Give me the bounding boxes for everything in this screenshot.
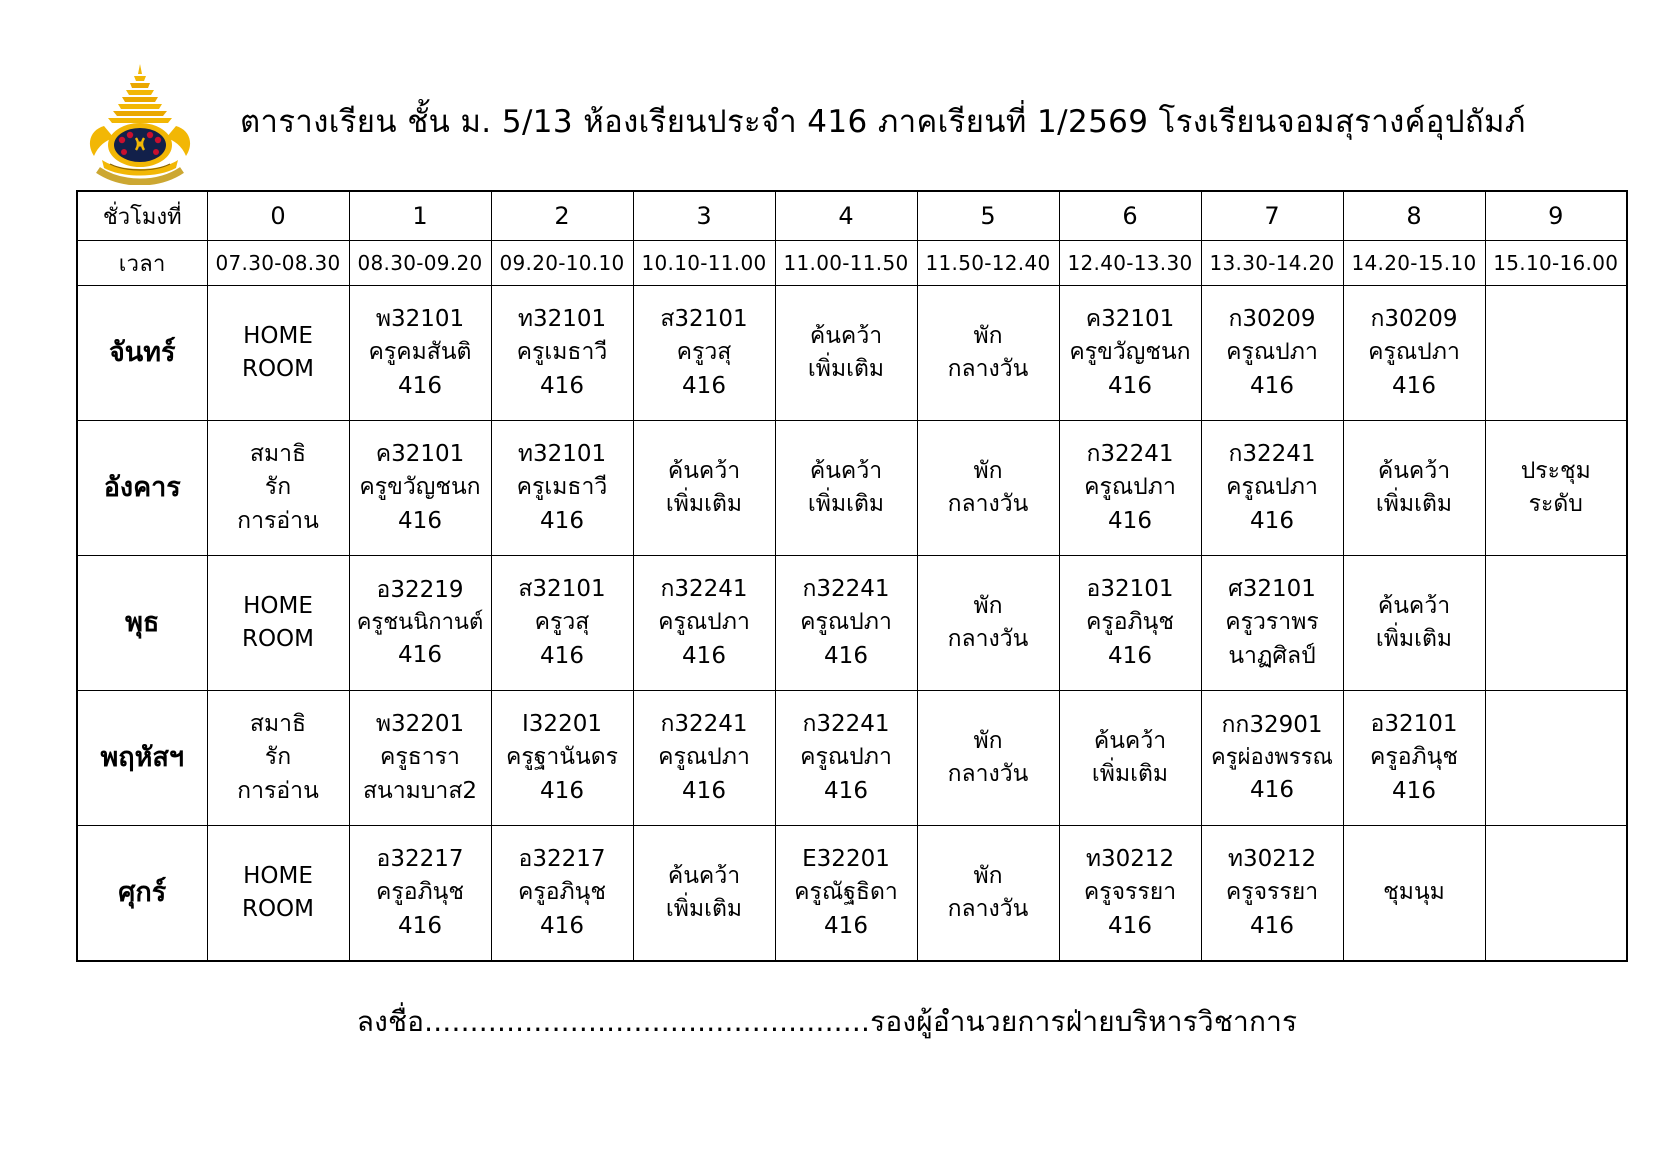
- subject-code: ส32101: [518, 575, 606, 602]
- cell-lines: [918, 421, 1059, 555]
- teacher-name: รัก: [264, 474, 292, 501]
- teacher-name: ครูณปภา: [1226, 474, 1318, 501]
- teacher-name: เพิ่มเติม: [1375, 626, 1453, 652]
- schedule-cell: [1059, 556, 1201, 691]
- room-name: 416: [1108, 912, 1152, 939]
- teacher-name: ครูณปภา: [658, 744, 750, 771]
- cell-lines: [634, 691, 775, 825]
- document-header: [0, 55, 1654, 180]
- school-crest-icon: [80, 60, 200, 185]
- teacher-name: ครูวราพร: [1225, 609, 1319, 636]
- header-row-times: [77, 241, 1627, 286]
- cell-lines: [918, 556, 1059, 690]
- subject-code: ก32241: [802, 710, 890, 737]
- subject-code: ประชุม: [1520, 457, 1591, 484]
- timetable-container: [76, 190, 1619, 962]
- teacher-name: ครูอภินุช: [375, 879, 465, 906]
- teacher-name: ครูณปภา: [658, 609, 750, 636]
- period-time: 11.00-11.50: [775, 241, 917, 286]
- schedule-cell: [917, 421, 1059, 556]
- schedule-cell: [1343, 556, 1485, 691]
- cell-lines: [776, 286, 917, 420]
- schedule-cell: [207, 691, 349, 826]
- teacher-name: เพิ่มเติม: [665, 491, 743, 517]
- cell-lines: [492, 556, 633, 690]
- timetable: [76, 190, 1628, 962]
- cell-lines: [1202, 556, 1343, 690]
- schedule-cell: [775, 826, 917, 962]
- schedule-cell: [1201, 826, 1343, 962]
- day-label: พฤหัสฯ: [77, 691, 207, 826]
- cell-lines: [1060, 286, 1201, 420]
- subject-code: E32201: [802, 845, 890, 872]
- room-name: 416: [1108, 372, 1152, 399]
- cell-lines: [492, 421, 633, 555]
- cell-lines: [208, 691, 349, 825]
- cell-lines: [918, 826, 1059, 960]
- schedule-cell: [775, 556, 917, 691]
- period-number: 2: [491, 191, 633, 241]
- teacher-name: ครูวสุ: [676, 339, 732, 366]
- schedule-cell: [917, 286, 1059, 421]
- teacher-name: ROOM: [241, 626, 315, 652]
- subject-code: สมาธิ: [249, 440, 307, 467]
- schedule-cell: [1201, 421, 1343, 556]
- cell-lines: [1060, 826, 1201, 960]
- signature-line: ลงชื่อ.................................................รองผู้อำนวยการฝ่ายบริหารวิชาการ: [356, 1005, 1298, 1038]
- subject-code: ค้นคว้า: [1377, 457, 1451, 484]
- period-number: 5: [917, 191, 1059, 241]
- teacher-name: ครูณปภา: [1226, 339, 1318, 366]
- subject-code: ก32241: [1086, 440, 1174, 467]
- period-time: 07.30-08.30: [207, 241, 349, 286]
- subject-code: ชุมนุม: [1383, 879, 1445, 906]
- teacher-name: เพิ่มเติม: [807, 356, 885, 382]
- cell-lines: [1486, 421, 1627, 555]
- room-name: 416: [824, 642, 868, 669]
- footer: [0, 1000, 1654, 1044]
- period-number: 7: [1201, 191, 1343, 241]
- schedule-cell: [491, 691, 633, 826]
- room-name: 416: [682, 372, 726, 399]
- subject-code: พ32201: [375, 710, 465, 737]
- teacher-name: เพิ่มเติม: [807, 491, 885, 517]
- room-name: การอ่าน: [237, 507, 319, 534]
- schedule-cell: [633, 556, 775, 691]
- time-label: เวลา: [77, 241, 207, 286]
- subject-code: พัก: [973, 592, 1003, 619]
- room-name: 416: [540, 507, 584, 534]
- subject-code: ท32101: [517, 440, 607, 467]
- hours-label: ชั่วโมงที่: [77, 191, 207, 241]
- schedule-cell: [1059, 691, 1201, 826]
- subject-code: ก30209: [1228, 305, 1316, 332]
- subject-code: สมาธิ: [249, 710, 307, 737]
- period-number: 3: [633, 191, 775, 241]
- cell-lines: [1060, 556, 1201, 690]
- cell-lines: [1344, 826, 1485, 960]
- schedule-cell: [491, 826, 633, 962]
- day-label: อังคาร: [77, 421, 207, 556]
- subject-code: พัก: [973, 322, 1003, 349]
- cell-lines: [1344, 421, 1485, 555]
- schedule-cell: [349, 421, 491, 556]
- schedule-cell: [633, 826, 775, 962]
- subject-code: I32201: [522, 710, 602, 737]
- period-number: 0: [207, 191, 349, 241]
- subject-code: ส32101: [660, 305, 748, 332]
- schedule-cell: [917, 826, 1059, 962]
- schedule-cell: [349, 826, 491, 962]
- schedule-cell: [1059, 286, 1201, 421]
- cell-lines: [1344, 286, 1485, 420]
- schedule-cell: [1343, 826, 1485, 962]
- teacher-name: ครูชนนิกานต์: [356, 610, 484, 636]
- cell-lines: [350, 421, 491, 555]
- period-time: 14.20-15.10: [1343, 241, 1485, 286]
- period-number: 8: [1343, 191, 1485, 241]
- subject-code: อ32217: [376, 845, 464, 872]
- teacher-name: กลางวัน: [947, 356, 1029, 382]
- subject-code: ค้นคว้า: [667, 862, 741, 889]
- schedule-cell: [775, 421, 917, 556]
- cell-lines: [776, 556, 917, 690]
- room-name: สนามบาส2: [362, 777, 478, 804]
- teacher-name: กลางวัน: [947, 896, 1029, 922]
- cell-lines: [1486, 826, 1627, 960]
- table-row: [77, 421, 1627, 556]
- teacher-name: ครูฐานันดร: [505, 744, 619, 771]
- room-name: 416: [398, 641, 442, 668]
- schedule-cell: [1485, 421, 1627, 556]
- cell-lines: [208, 421, 349, 555]
- schedule-cell: [1343, 286, 1485, 421]
- teacher-name: ครูณัฐธิดา: [794, 879, 898, 906]
- schedule-cell: [207, 556, 349, 691]
- subject-code: พัก: [973, 862, 1003, 889]
- subject-code: ค้นคว้า: [1377, 592, 1451, 619]
- schedule-cell: [1485, 286, 1627, 421]
- cell-lines: [634, 421, 775, 555]
- teacher-name: กลางวัน: [947, 626, 1029, 652]
- subject-code: พัก: [973, 457, 1003, 484]
- cell-lines: [208, 556, 349, 690]
- teacher-name: ครูจรรยา: [1225, 879, 1319, 906]
- period-time: 15.10-16.00: [1485, 241, 1627, 286]
- teacher-name: เพิ่มเติม: [1091, 761, 1169, 787]
- subject-code: ศ32101: [1228, 575, 1316, 602]
- cell-lines: [776, 421, 917, 555]
- room-name: นาฏศิลป์: [1228, 642, 1316, 669]
- teacher-name: กลางวัน: [947, 761, 1029, 787]
- room-name: 416: [1250, 507, 1294, 534]
- table-row: [77, 556, 1627, 691]
- period-time: 13.30-14.20: [1201, 241, 1343, 286]
- cell-lines: [350, 826, 491, 960]
- subject-code: ก32241: [660, 575, 748, 602]
- subject-code: HOME: [243, 862, 313, 889]
- teacher-name: เพิ่มเติม: [665, 896, 743, 922]
- cell-lines: [918, 691, 1059, 825]
- subject-code: ค32101: [1085, 305, 1175, 332]
- cell-lines: [1202, 826, 1343, 960]
- cell-lines: [1202, 691, 1343, 825]
- period-number: 4: [775, 191, 917, 241]
- day-label: พุธ: [77, 556, 207, 691]
- period-number: 9: [1485, 191, 1627, 241]
- room-name: 416: [540, 777, 584, 804]
- cell-lines: [350, 556, 491, 690]
- subject-code: กก32901: [1221, 711, 1323, 738]
- subject-code: ก32241: [660, 710, 748, 737]
- room-name: 416: [540, 642, 584, 669]
- schedule-cell: [1201, 691, 1343, 826]
- room-name: 416: [1392, 372, 1436, 399]
- cell-lines: [1060, 421, 1201, 555]
- teacher-name: ครูอภินุช: [517, 879, 607, 906]
- cell-lines: [1202, 286, 1343, 420]
- teacher-name: ครูเมธาวี: [516, 339, 608, 366]
- cell-lines: [1060, 691, 1201, 825]
- table-row: [77, 826, 1627, 962]
- room-name: 416: [1108, 642, 1152, 669]
- cell-lines: [1202, 421, 1343, 555]
- schedule-cell: [917, 556, 1059, 691]
- teacher-name: เพิ่มเติม: [1375, 491, 1453, 517]
- cell-lines: [350, 286, 491, 420]
- schedule-cell: [1201, 556, 1343, 691]
- period-time: 08.30-09.20: [349, 241, 491, 286]
- table-row: [77, 691, 1627, 826]
- schedule-cell: [1059, 421, 1201, 556]
- subject-code: ท30212: [1085, 845, 1175, 872]
- teacher-name: ROOM: [241, 896, 315, 922]
- cell-lines: [350, 691, 491, 825]
- cell-lines: [634, 556, 775, 690]
- teacher-name: ครูเมธาวี: [516, 474, 608, 501]
- schedule-cell: [207, 826, 349, 962]
- subject-code: ก32241: [802, 575, 890, 602]
- schedule-cell: [491, 556, 633, 691]
- schedule-cell: [349, 286, 491, 421]
- room-name: การอ่าน: [237, 777, 319, 804]
- room-name: 416: [1108, 507, 1152, 534]
- subject-code: พ32101: [375, 305, 465, 332]
- table-row: [77, 286, 1627, 421]
- teacher-name: ครูณปภา: [1368, 339, 1460, 366]
- teacher-name: ครูณปภา: [800, 744, 892, 771]
- room-name: 416: [398, 507, 442, 534]
- subject-code: ท30212: [1227, 845, 1317, 872]
- cell-lines: [1344, 556, 1485, 690]
- subject-code: ค้นคว้า: [809, 322, 883, 349]
- schedule-cell: [633, 421, 775, 556]
- room-name: 416: [540, 912, 584, 939]
- schedule-cell: [775, 691, 917, 826]
- cell-lines: [776, 826, 917, 960]
- room-name: 416: [1250, 776, 1294, 803]
- subject-code: ค32101: [375, 440, 465, 467]
- schedule-cell: [1485, 826, 1627, 962]
- subject-code: ค้นคว้า: [1093, 727, 1167, 754]
- cell-lines: [634, 826, 775, 960]
- cell-lines: [1486, 691, 1627, 825]
- subject-code: ก30209: [1370, 305, 1458, 332]
- teacher-name: ครูขวัญชนก: [1069, 339, 1191, 366]
- cell-lines: [776, 691, 917, 825]
- cell-lines: [634, 286, 775, 420]
- subject-code: ก32241: [1228, 440, 1316, 467]
- teacher-name: ครูณปภา: [1084, 474, 1176, 501]
- schedule-cell: [491, 286, 633, 421]
- teacher-name: ครูผ่องพรรณ: [1211, 745, 1333, 771]
- schedule-cell: [1343, 691, 1485, 826]
- subject-code: พัก: [973, 727, 1003, 754]
- teacher-name: ครูอภินุช: [1085, 609, 1175, 636]
- schedule-cell: [491, 421, 633, 556]
- cell-lines: [1486, 286, 1627, 420]
- teacher-name: ครูขวัญชนก: [359, 474, 481, 501]
- teacher-name: รัก: [264, 744, 292, 771]
- schedule-cell: [207, 286, 349, 421]
- room-name: 416: [540, 372, 584, 399]
- period-time: 12.40-13.30: [1059, 241, 1201, 286]
- room-name: 416: [682, 642, 726, 669]
- page-title: ตารางเรียน ชั้น ม. 5/13 ห้องเรียนประจำ 416 ภาคเรียนที่ 1/2569 โรงเรียนจอมสุรางค์อุปถัมภ์: [240, 104, 1526, 140]
- schedule-cell: [1201, 286, 1343, 421]
- cell-lines: [208, 286, 349, 420]
- schedule-cell: [633, 286, 775, 421]
- teacher-name: กลางวัน: [947, 491, 1029, 517]
- schedule-cell: [349, 556, 491, 691]
- subject-code: ค้นคว้า: [809, 457, 883, 484]
- subject-code: อ32219: [376, 576, 464, 603]
- period-time: 09.20-10.10: [491, 241, 633, 286]
- subject-code: ท32101: [517, 305, 607, 332]
- period-number: 6: [1059, 191, 1201, 241]
- room-name: 416: [1250, 372, 1294, 399]
- period-number: 1: [349, 191, 491, 241]
- schedule-cell: [1485, 691, 1627, 826]
- teacher-name: ครูคมสันติ: [368, 339, 472, 366]
- teacher-name: ครูณปภา: [800, 609, 892, 636]
- room-name: 416: [1250, 912, 1294, 939]
- room-name: 416: [824, 777, 868, 804]
- schedule-cell: [1059, 826, 1201, 962]
- day-label: ศุกร์: [77, 826, 207, 962]
- room-name: 416: [824, 912, 868, 939]
- teacher-name: ครูธารา: [380, 744, 460, 771]
- header-row-periods: [77, 191, 1627, 241]
- schedule-cell: [775, 286, 917, 421]
- cell-lines: [1344, 691, 1485, 825]
- schedule-cell: [917, 691, 1059, 826]
- teacher-name: ครูจรรยา: [1083, 879, 1177, 906]
- subject-code: ค้นคว้า: [667, 457, 741, 484]
- subject-code: อ32101: [1370, 710, 1458, 737]
- cell-lines: [492, 826, 633, 960]
- teacher-name: ครูอภินุช: [1369, 744, 1459, 771]
- schedule-cell: [633, 691, 775, 826]
- subject-code: HOME: [243, 592, 313, 619]
- room-name: 416: [1392, 777, 1436, 804]
- subject-code: อ32217: [518, 845, 606, 872]
- cell-lines: [1486, 556, 1627, 690]
- teacher-name: ครูวสุ: [534, 609, 590, 636]
- room-name: 416: [398, 912, 442, 939]
- room-name: 416: [398, 372, 442, 399]
- cell-lines: [492, 286, 633, 420]
- schedule-cell: [1343, 421, 1485, 556]
- teacher-name: ระดับ: [1528, 491, 1583, 517]
- schedule-cell: [349, 691, 491, 826]
- subject-code: HOME: [243, 322, 313, 349]
- period-time: 10.10-11.00: [633, 241, 775, 286]
- day-label: จันทร์: [77, 286, 207, 421]
- cell-lines: [492, 691, 633, 825]
- teacher-name: ROOM: [241, 356, 315, 382]
- subject-code: อ32101: [1086, 575, 1174, 602]
- schedule-cell: [1485, 556, 1627, 691]
- period-time: 11.50-12.40: [917, 241, 1059, 286]
- room-name: 416: [682, 777, 726, 804]
- cell-lines: [918, 286, 1059, 420]
- schedule-cell: [207, 421, 349, 556]
- cell-lines: [208, 826, 349, 960]
